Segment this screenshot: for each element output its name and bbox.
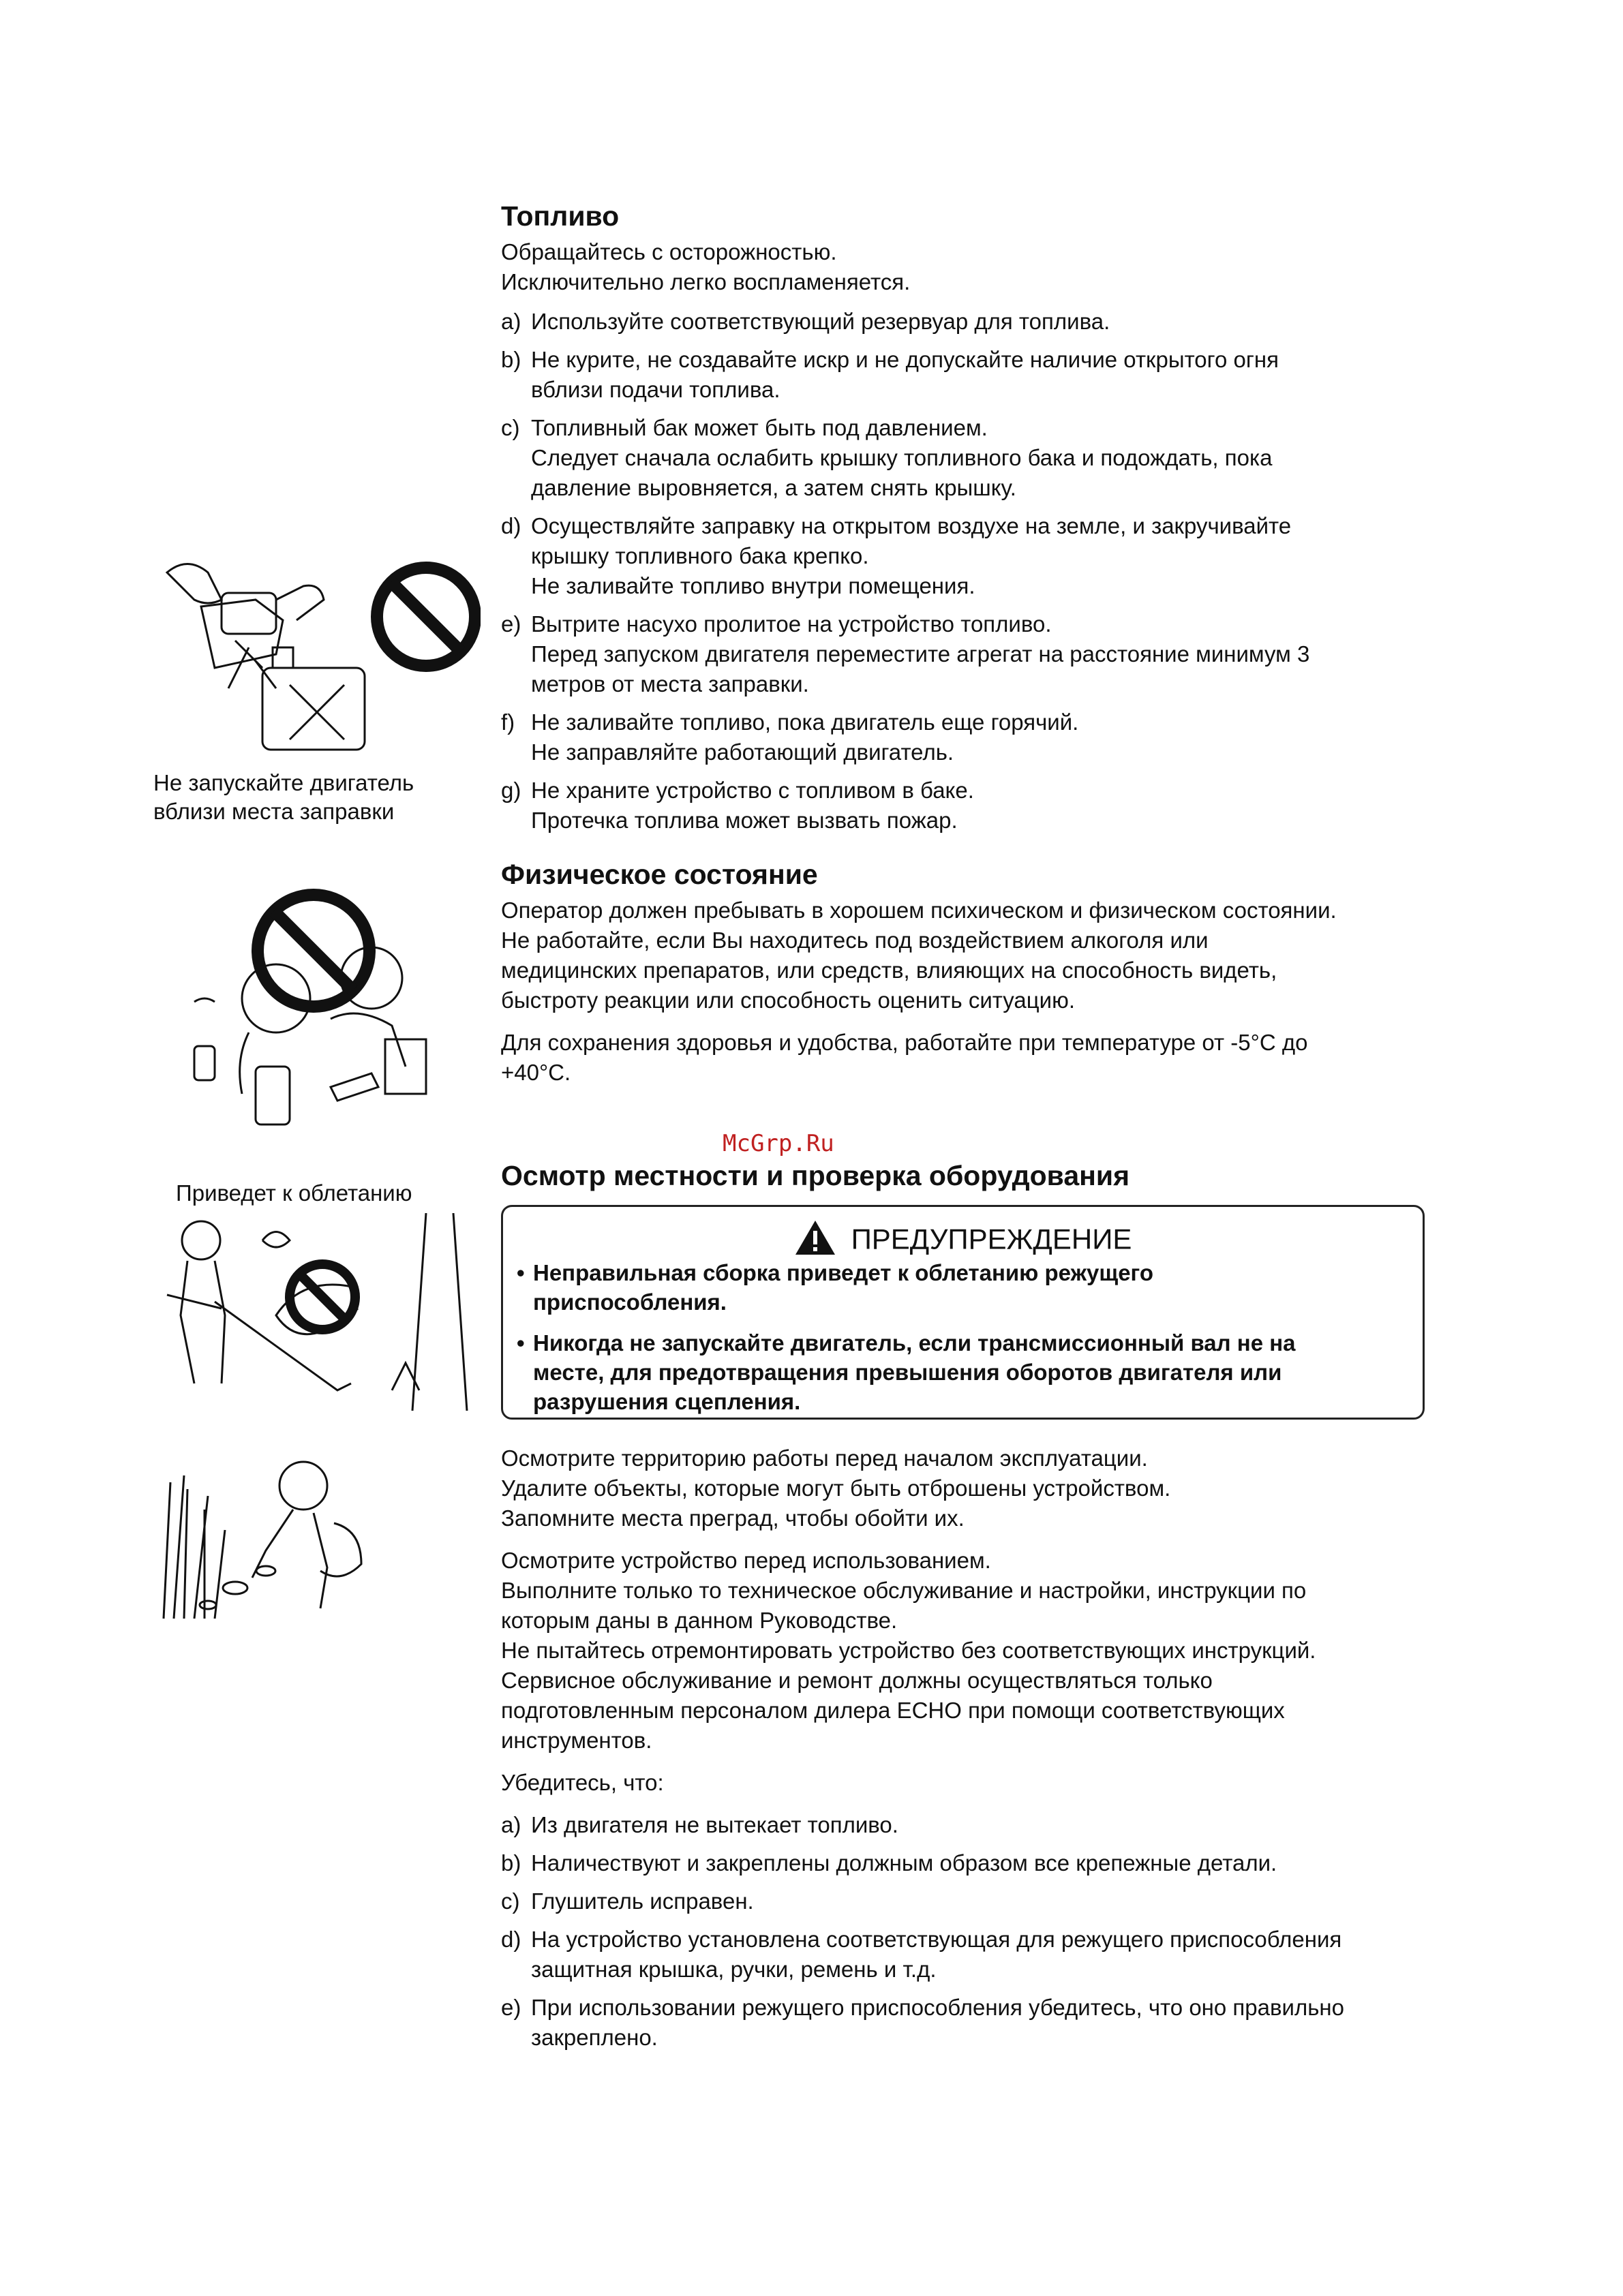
list-item-line: Из двигателя не вытекает топливо. [531,1812,898,1837]
list-item [501,776,1442,836]
list-item [501,413,1442,503]
warning-item-2: • Никогда не запускайте двигатель, если трансмиссионный вал не на месте, для предотвращения превышения оборотов двигателя или разрушения сцепления. [517,1330,1296,1414]
list-item-line: Протечка топлива может вызвать пожар. [531,808,958,833]
list-item-marker: a) [501,1812,521,1837]
flyoff-illustration [153,1213,474,1414]
inspection-list [501,1810,1442,2053]
list-item-line: Не храните устройство с топливом в баке. [531,778,974,803]
list-item-marker: e) [501,1995,521,2020]
list-item-line: При использовании режущего приспособления убедитесь, что оно правильно [531,1995,1344,2020]
list-item-line: Вытрите насухо пролитое на устройство топливо. [531,611,1052,637]
list-item-marker: a) [501,309,521,334]
fuel-caption: Не запускайте двигатель вблизи места заправки [153,770,414,824]
prohibition-icon [290,1264,355,1330]
flyoff-caption: Приведет к облетанию [176,1180,412,1206]
list-item-marker: b) [501,1850,521,1876]
list-item-line: крышку топливного бака крепко. [531,543,869,568]
fuel-intro: Обращайтесь с осторожностью. Исключительно легко воспламеняется. [501,239,911,294]
fuel-illustration [153,552,481,760]
physical-illustration [181,883,453,1131]
list-item [501,511,1442,601]
inspection-para-3: Убедитесь, что: [501,1770,664,1795]
list-item-marker: d) [501,513,521,538]
list-item [501,1810,1442,1840]
list-item [501,307,1442,337]
prohibition-icon [258,895,369,1007]
list-item-line: Перед запуском двигателя переместите агрегат на расстояние минимум 3 [531,641,1310,667]
fuel-title: Топливо [501,200,620,232]
fuel-section [501,199,1442,844]
list-item-line: Осуществляйте заправку на открытом воздухе на земле, и закручивайте [531,513,1292,538]
list-item-line: Наличествуют и закреплены должным образом все крепежные детали. [531,1850,1277,1876]
list-item-line: На устройство установлена соответствующая для режущего приспособления [531,1927,1342,1952]
list-item-marker: g) [501,778,521,803]
list-item [501,1993,1442,2053]
warning-box [501,1205,1425,1420]
list-item-marker: b) [501,347,521,372]
fuel-list [501,307,1442,836]
warning-triangle-icon [794,1219,836,1264]
list-item [501,707,1442,767]
list-item-marker: e) [501,611,521,637]
physical-para-2: Для сохранения здоровья и удобства, работайте при температуре от -5°C до +40°C. [501,1030,1308,1085]
list-item-line: вблизи подачи топлива. [531,377,780,402]
list-item-line: метров от места заправки. [531,671,809,697]
list-item-line: Не курите, не создавайте искр и не допускайте наличие открытого огня [531,347,1279,372]
warning-item-1: • Неправильная сборка приведет к облетанию режущего приспособления. [517,1260,1154,1315]
list-item-line: Следует сначала ослабить крышку топливного бака и подождать, пока [531,445,1273,470]
list-item-line: Топливный бак может быть под давлением. [531,415,988,440]
prohibition-icon [377,568,475,666]
list-item [501,609,1442,699]
list-item [501,1925,1442,1985]
list-item-marker: c) [501,415,520,440]
list-item [501,1848,1442,1878]
physical-section [501,857,1442,1100]
list-item-line: Не заправляйте работающий двигатель. [531,739,954,765]
warning-title: ПРЕДУПРЕЖДЕНИЕ [503,1219,1423,1264]
physical-para-1: Оператор должен пребывать в хорошем психическом и физическом состоянии. Не работайте, если Вы находитесь под воздействием алкоголя или медицинских препаратов, или средств, влияющих на способность видеть, быстроту реакции или способность оценить ситуацию. [501,898,1337,1013]
watermark: McGrp.Ru [723,1130,834,1157]
inspection-section [501,1159,1442,1197]
inspection-para-1: Осмотрите территорию работы перед началом эксплуатации. Удалите объекты, которые могут быть отброшены устройством. Запомните места преград, чтобы обойти их. [501,1445,1171,1531]
debris-illustration [157,1448,457,1636]
list-item-line: Не заливайте топливо, пока двигатель еще горячий. [531,709,1079,735]
list-item [501,1886,1442,1916]
physical-title: Физическое состояние [501,859,818,890]
list-item-line: давление выровняется, а затем снять крышку. [531,475,1016,500]
list-item-marker: d) [501,1927,521,1952]
list-item-line: защитная крышка, ручки, ремень и т.д. [531,1957,937,1982]
list-item [501,345,1442,405]
list-item-line: закреплено. [531,2025,658,2050]
list-item-line: Глушитель исправен. [531,1888,754,1914]
inspection-body [501,1443,1442,2061]
list-item-line: Используйте соответствующий резервуар для топлива. [531,309,1110,334]
list-item-marker: f) [501,709,515,735]
list-item-line: Не заливайте топливо внутри помещения. [531,573,975,598]
list-item-marker: c) [501,1888,520,1914]
inspection-title: Осмотр местности и проверка оборудования [501,1160,1130,1191]
inspection-para-2: Осмотрите устройство перед использованием. Выполните только то техническое обслуживание и настройки, инструкции по которым даны в данном Руководстве. Не пытайтесь отремонтировать устройство без соответствующих инструкций. Сервисное обслуживание и ремонт должны осуществляться только подготовленным персоналом дилера ЕСНО при помощи соответствующих инструментов. [501,1548,1316,1753]
